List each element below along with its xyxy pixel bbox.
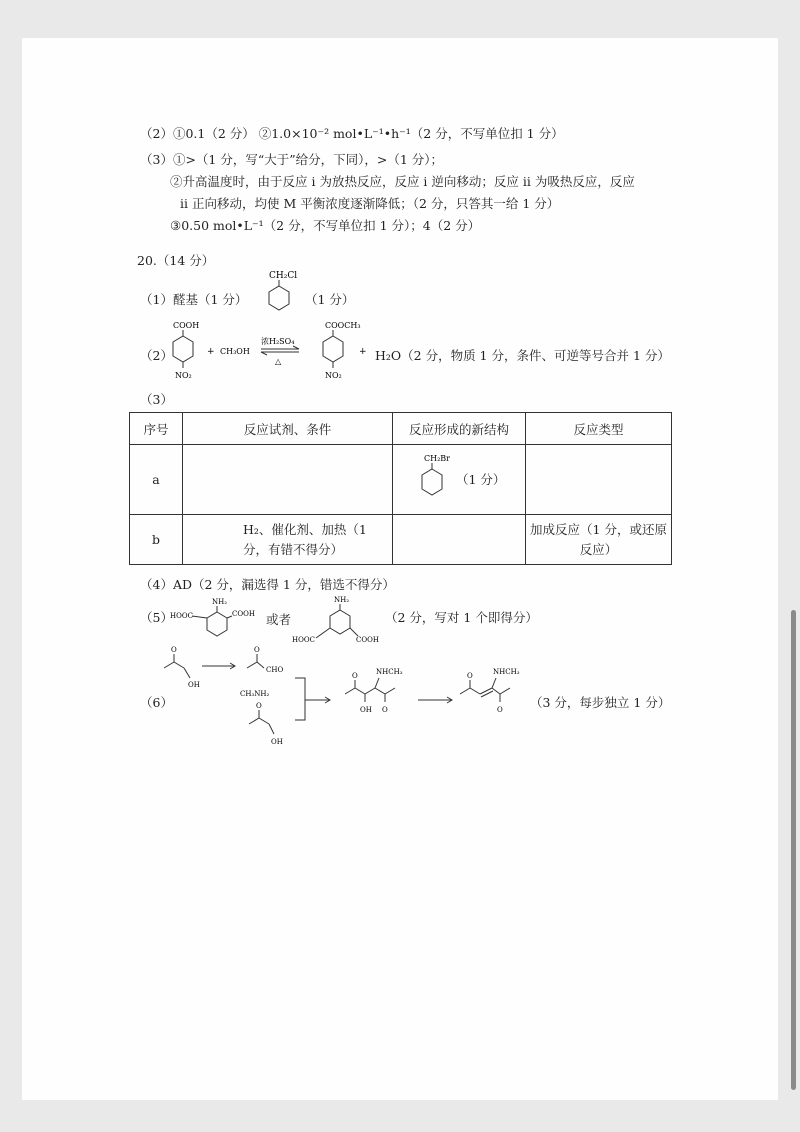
svg-text:CH₂Cl: CH₂Cl [269,271,298,281]
svg-text:NO₂: NO₂ [175,371,192,380]
svg-text:+: + [207,347,215,357]
svg-text:O: O [352,672,358,680]
esterification-equation [165,318,395,388]
svg-text:OH: OH [188,681,200,689]
svg-text:OH: OH [271,738,283,746]
answer-20-2-score: H₂O（2 分，物质 1 分，条件、可逆等号合并 1 分） [375,348,670,363]
table-row [130,445,672,515]
svg-text:OH: OH [360,706,372,714]
svg-text:O: O [256,702,262,710]
svg-text:NHCH₃: NHCH₃ [493,668,520,676]
svg-text:浓H₂SO₄: 浓H₂SO₄ [261,337,295,346]
answer-20-2: （2） [140,348,173,363]
row-reagent: H₂、催化剂、加热（1 分，有错不得分） [183,515,393,565]
svg-text:△: △ [275,357,282,366]
table-header-row [130,413,672,445]
answer-q19-3-2b: ii 正向移动，均使 M 平衡浓度逐渐降低；（2 分，只答其一给 1 分） [180,196,560,211]
svg-text:CHO: CHO [266,666,284,674]
svg-text:CH₃OH: CH₃OH [220,347,250,356]
row-id: a [130,445,183,515]
svg-text:O: O [467,672,473,680]
table-header: 反应试剂、条件 [183,413,393,445]
answer-20-3: （3） [140,392,173,407]
svg-text:HOOC: HOOC [170,612,193,620]
answer-20-6: （6） [140,695,173,710]
svg-text:COOH: COOH [356,636,379,644]
svg-text:O: O [497,706,503,714]
synthesis-route [160,640,520,750]
table-header: 反应类型 [526,413,672,445]
answer-q19-3-3: ③0.50 mol•L⁻¹（2 分，不写单位扣 1 分）；4（2 分） [170,218,481,233]
svg-text:+: + [359,347,367,357]
answer-q19-3-1: （3）①>（1 分，写“大于”给分，下同），>（1 分）； [140,152,444,167]
svg-text:O: O [382,706,388,714]
svg-text:COOH: COOH [232,610,255,618]
amino-phthalic-acid-structure [168,596,258,644]
answer-20-1: （1）醛基（1 分） [140,292,248,307]
scrollbar[interactable] [791,610,796,1090]
question-20-heading: 20.（14 分） [137,253,215,268]
answer-20-5-or: 或者 [266,612,292,627]
answer-20-5-score: （2 分，写对 1 个即得分） [385,610,538,625]
svg-text:NH₂: NH₂ [212,598,228,606]
table-row [130,515,672,565]
svg-text:NO₂: NO₂ [325,371,342,380]
answer-q19-3-2a: ②升高温度时，由于反应 i 为放热反应，反应 i 逆向移动；反应 ii 为吸热反应，反应 [170,174,635,189]
answer-q19-2: （2）①0.1（2 分） ②1.0×10⁻² mol•L⁻¹•h⁻¹（2 分，不写单位扣 1 分） [140,126,564,141]
reaction-table [129,412,672,565]
answer-20-5: （5） [140,610,173,625]
svg-text:CH₂Br: CH₂Br [424,453,451,463]
table-header: 序号 [130,413,183,445]
row-structure [393,515,526,565]
row-structure [393,445,526,515]
svg-text:HOOC: HOOC [292,636,315,644]
amino-isophthalic-acid-structure [290,594,390,646]
svg-text:CH₃NH₂: CH₃NH₂ [240,690,270,698]
answer-20-4: （4）AD（2 分，漏选得 1 分，错选不得分） [140,577,395,592]
answer-20-1-score: （1 分） [305,292,355,307]
svg-text:O: O [254,646,260,654]
row-structure-score: （1 分） [456,471,506,487]
svg-text:NH₂: NH₂ [334,596,350,604]
row-id: b [130,515,183,565]
svg-text:NHCH₃: NHCH₃ [376,668,403,676]
table-header: 反应形成的新结构 [393,413,526,445]
row-reagent [183,445,393,515]
row-type [526,445,672,515]
svg-text:COOH: COOH [173,321,200,330]
answer-20-6-score: （3 分，每步独立 1 分） [530,695,671,710]
svg-text:COOCH₃: COOCH₃ [325,321,361,330]
row-type: 加成反应（1 分，或还原反应） [526,515,672,565]
svg-text:O: O [171,646,177,654]
